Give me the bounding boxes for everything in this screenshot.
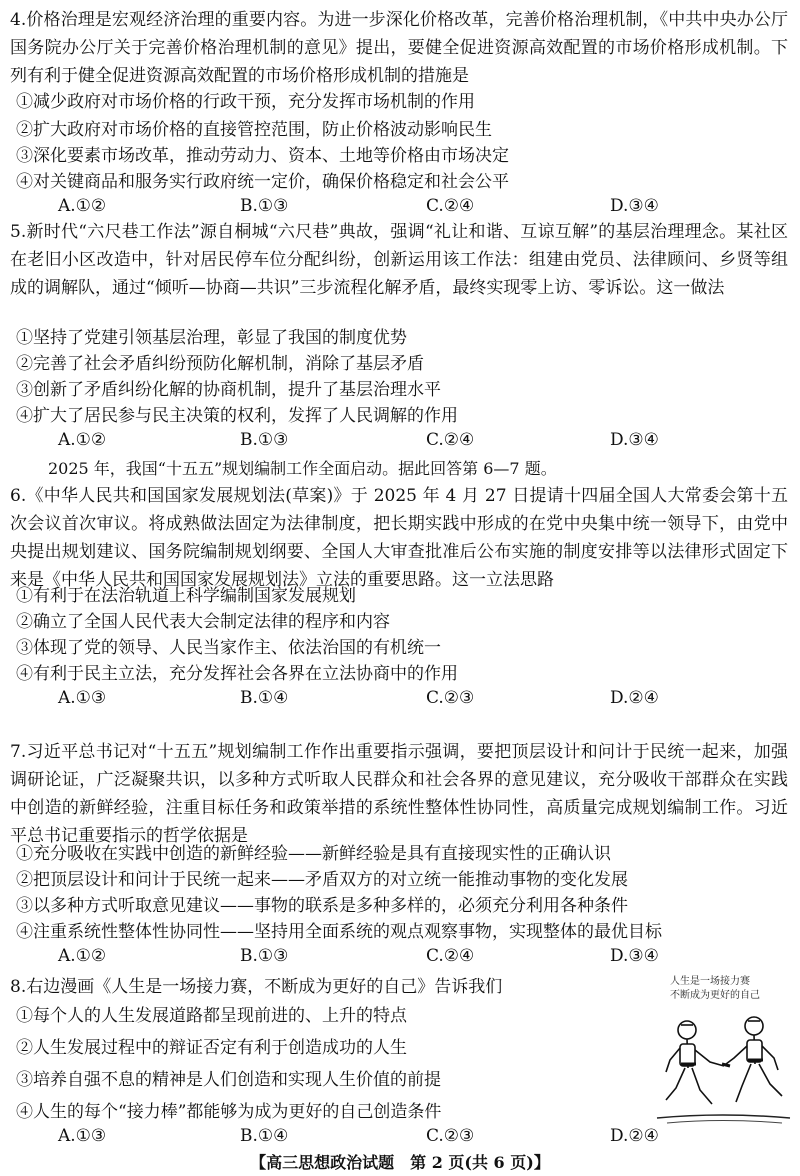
question-8-statement-4: ④人生的每个“接力棒”都能够为成为更好的自己创造条件 xyxy=(16,1102,442,1122)
question-4-statement-2: ②扩大政府对市场价格的直接管控范围，防止价格波动影响民生 xyxy=(16,120,492,140)
question-8-option-b[interactable]: B.①④ xyxy=(240,1126,289,1146)
question-5-statement-2: ②完善了社会矛盾纠纷预防化解机制，消除了基层矛盾 xyxy=(16,354,424,374)
group-intro: 2025 年，我国“十五五”规划编制工作全面启动。据此回答第 6—7 题。 xyxy=(48,459,557,478)
question-7-statement-3: ③以多种方式听取意见建议——事物的联系是多种多样的，必须充分利用各种条件 xyxy=(16,896,628,916)
question-4-statement-4: ④对关键商品和服务实行政府统一定价，确保价格稳定和社会公平 xyxy=(16,172,509,192)
question-4-statement-1: ①减少政府对市场价格的行政干预，充分发挥市场机制的作用 xyxy=(16,92,475,112)
question-7-option-c[interactable]: C.②④ xyxy=(426,946,475,966)
relay-runners-drawing xyxy=(652,1000,794,1130)
question-8-option-a[interactable]: A.①③ xyxy=(58,1126,107,1146)
question-5-option-b[interactable]: B.①③ xyxy=(240,430,289,450)
question-7-statement-4: ④注重系统性整体性协同性——坚持用全面系统的观点观察事物，实现整体的最优目标 xyxy=(16,922,662,942)
question-5-statement-4: ④扩大了居民参与民主决策的权利，发挥了人民调解的作用 xyxy=(16,406,458,426)
question-5-option-a[interactable]: A.①② xyxy=(58,430,107,450)
question-7-options xyxy=(0,946,800,970)
question-7-statement-1: ①充分吸收在实践中创造的新鲜经验——新鲜经验是具有直接现实性的正确认识 xyxy=(16,844,611,864)
page-footer: 【高三思想政治试题 第 2 页(共 6 页)】 xyxy=(250,1153,550,1172)
question-6-option-c[interactable]: C.②③ xyxy=(426,688,475,708)
question-4-option-d[interactable]: D.③④ xyxy=(610,196,659,216)
relay-comic xyxy=(652,972,794,1132)
question-5-options xyxy=(0,430,800,454)
question-7-option-d[interactable]: D.③④ xyxy=(610,946,659,966)
comic-caption-line-2: 不断成为更好的自己 xyxy=(670,990,760,1001)
question-7-option-b[interactable]: B.①③ xyxy=(240,946,289,966)
question-8-stem: 8.右边漫画《人生是一场接力赛，不断成为更好的自己》告诉我们 xyxy=(10,977,503,997)
question-8-option-d[interactable]: D.②④ xyxy=(610,1126,659,1146)
question-6-options xyxy=(0,688,800,712)
question-6-stem: 6.《中华人民共和国国家发展规划法(草案)》于 2025 年 4 月 27 日提请十四届全国人大常委会第十五次会议首次审议。将成熟做法固定为法律制度，把长期实践中形成的在党中央集中统一领导下，由党中央提出规划建议、国务院编制规划纲要、全国人大审查批准后公布实施的制度安排等以法律形式固定下来是《中华人民共和国国家发展规划法》立法的重要思路。这一立法思路 xyxy=(10,486,788,590)
question-6-option-a[interactable]: A.①③ xyxy=(58,688,107,708)
question-5-statement-1: ①坚持了党建引领基层治理，彰显了我国的制度优势 xyxy=(16,328,407,348)
question-6-statement-3: ③体现了党的领导、人民当家作主、依法治国的有机统一 xyxy=(16,638,441,658)
question-4-stem: 4.价格治理是宏观经济治理的重要内容。为进一步深化价格改革，完善价格治理机制，《中共中央办公厅 国务院办公厅关于完善价格治理机制的意见》提出，要健全促进资源高效配置的市场价格形成机制。下列有利于健全促进资源高效配置的市场价格形成机制的措施是 xyxy=(10,10,788,86)
question-6-option-b[interactable]: B.①④ xyxy=(240,688,289,708)
question-6-option-d[interactable]: D.②④ xyxy=(610,688,659,708)
question-6-statement-1: ①有利于在法治轨道上科学编制国家发展规划 xyxy=(16,586,356,606)
question-8-statement-2: ②人生发展过程中的辩证否定有利于创造成功的人生 xyxy=(16,1038,407,1058)
comic-caption-line-1: 人生是一场接力赛 xyxy=(670,976,750,987)
question-7-statement-2: ②把顶层设计和问计于民统一起来——矛盾双方的对立统一能推动事物的变化发展 xyxy=(16,870,628,890)
question-5-statement-3: ③创新了矛盾纠纷化解的协商机制，提升了基层治理水平 xyxy=(16,380,441,400)
question-4-statement-3: ③深化要素市场改革，推动劳动力、资本、土地等价格由市场决定 xyxy=(16,146,509,166)
question-4-options xyxy=(0,196,800,220)
question-5-option-c[interactable]: C.②④ xyxy=(426,430,475,450)
question-6-statement-4: ④有利于民主立法，充分发挥社会各界在立法协商中的作用 xyxy=(16,664,458,684)
question-8-statement-3: ③培养自强不息的精神是人们创造和实现人生价值的前提 xyxy=(16,1070,441,1090)
question-6-statement-2: ②确立了全国人民代表大会制定法律的程序和内容 xyxy=(16,612,390,632)
question-5-option-d[interactable]: D.③④ xyxy=(610,430,659,450)
question-4-option-b[interactable]: B.①③ xyxy=(240,196,289,216)
question-4-option-c[interactable]: C.②④ xyxy=(426,196,475,216)
question-7-stem: 7.习近平总书记对“十五五”规划编制工作作出重要指示强调，要把顶层设计和问计于民统一起来，加强调研论证，广泛凝聚共识，以多种方式听取人民群众和社会各界的意见建议，充分吸收干部群众在实践中创造的新鲜经验，注重目标任务和政策举措的系统性整体性协同性，高质量完成规划编制工作。习近平总书记重要指示的哲学依据是 xyxy=(10,742,788,846)
question-8-statement-1: ①每个人的人生发展道路都呈现前进的、上升的特点 xyxy=(16,1006,407,1026)
question-7-option-a[interactable]: A.①② xyxy=(58,946,107,966)
question-8-option-c[interactable]: C.②③ xyxy=(426,1126,475,1146)
question-4-option-a[interactable]: A.①② xyxy=(58,196,107,216)
question-5-stem: 5.新时代“六尺巷工作法”源自桐城“六尺巷”典故，强调“礼让和谐、互谅互解”的基层治理理念。某社区在老旧小区改造中，针对居民停车位分配纠纷，创新运用该工作法：组建由党员、法律顾问、乡贤等组成的调解队，通过“倾听—协商—共识”三步流程化解矛盾，最终实现零上访、零诉讼。这一做法 xyxy=(10,222,788,298)
